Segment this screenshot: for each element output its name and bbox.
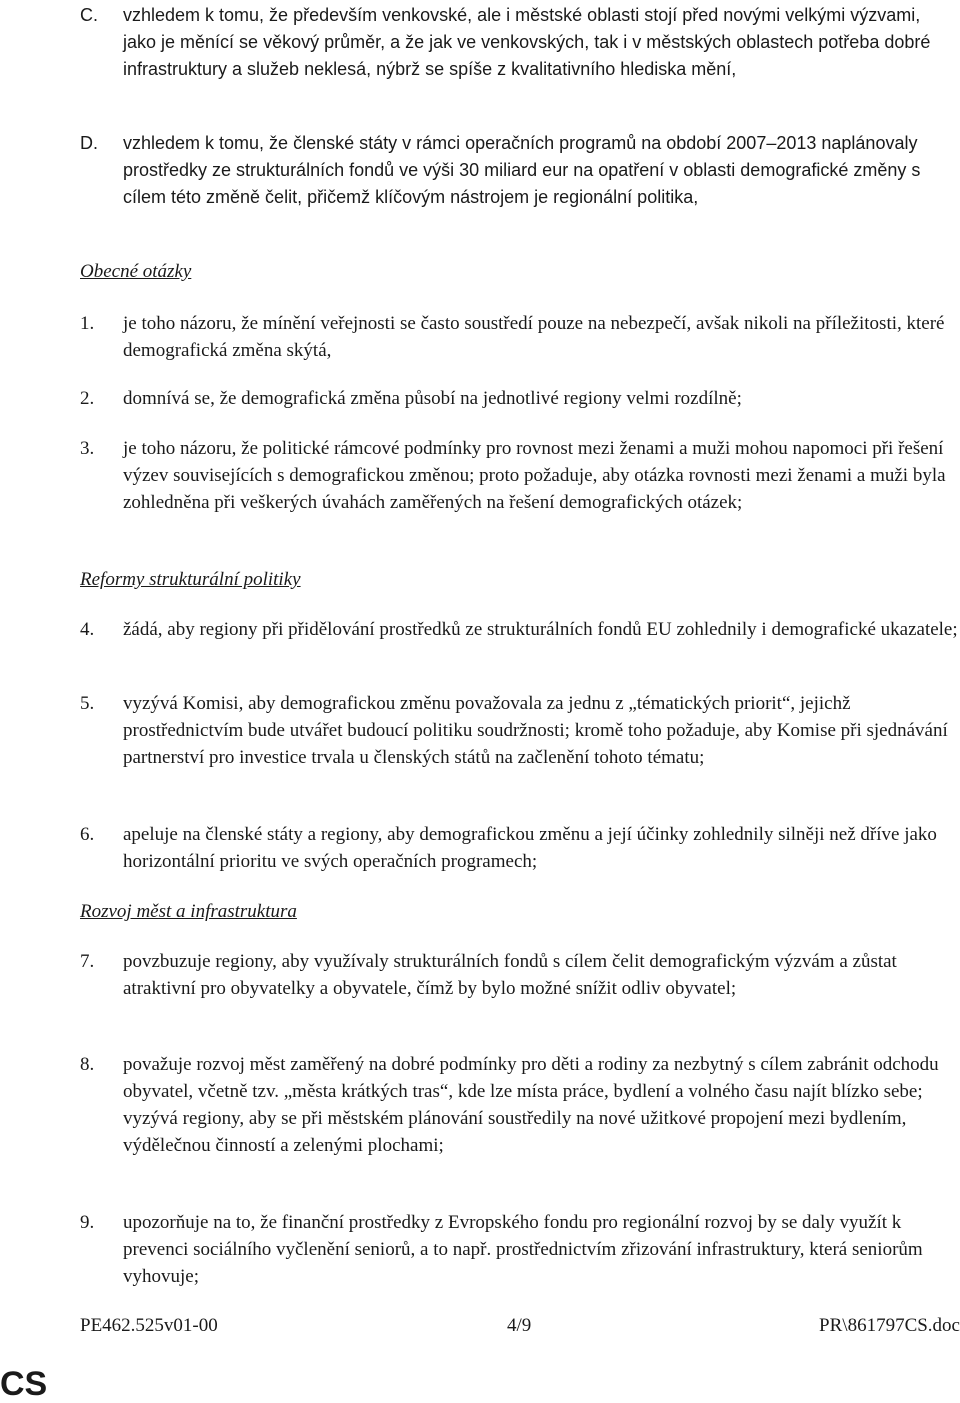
recital-c (80, 2, 958, 83)
list-item (80, 821, 958, 875)
list-item (80, 948, 958, 1002)
item-text: upozorňuje na to, že finanční prostředky z Evropského fondu pro regionální rozvoj by se daly využít k prevenci sociálního vyčlenění seniorů, a to např. prostřednictvím zřizování infrastruktury, která seniorům vyhovuje; (123, 1212, 923, 1287)
file-reference: PR\861797CS.doc (819, 1315, 960, 1336)
item-text: vyzývá Komisi, aby demografickou změnu považovala za jednu z „tématických priorit“, jejichž prostřednictvím bude utvářet budoucí politiku soudržnosti; kromě toho požaduje, aby Komise při sjednávání partnerství pro investice trvala u členských států na začlenění tohoto tématu; (123, 693, 948, 768)
item-text: domnívá se, že demografická změna působí na jednotlivé regiony velmi rozdílně; (123, 388, 742, 409)
list-item (80, 385, 958, 412)
item-text: považuje rozvoj měst zaměřený na dobré podmínky pro děti a rodiny za nezbytný s cílem zabránit odchodu obyvatel, včetně tzv. „města krátkých tras“, kde lze místa práce, bydlení a volného času najít blízko sebe; vyzývá regiony, aby se při městském plánování soustředily na nové užitkové propojení mezi bydlením, výdělečnou činností a zelenými plochami; (123, 1054, 939, 1156)
item-number: 1. (80, 313, 95, 334)
document-reference: PE462.525v01-00 (80, 1315, 218, 1336)
item-number: 5. (80, 693, 95, 714)
item-number: 7. (80, 951, 95, 972)
item-text: žádá, aby regiony při přidělování prostředků ze strukturálních fondů EU zohlednily i demografické ukazatele; (123, 619, 958, 640)
item-text: je toho názoru, že politické rámcové podmínky pro rovnost mezi ženami a muži mohou napomoci při řešení výzev souvisejících s demografickou změnou; proto požaduje, aby otázka rovnosti mezi ženami a muži byla zohledněna při veškerých úvahách zaměřených na řešení demografických otázek; (123, 438, 946, 513)
list-item (80, 616, 958, 643)
language-code: CS (0, 1365, 48, 1403)
recital-label: C. (80, 5, 98, 25)
list-item (80, 690, 958, 771)
item-number: 2. (80, 388, 95, 409)
item-number: 9. (80, 1212, 95, 1233)
page-number: 4/9 (507, 1315, 532, 1336)
item-number: 4. (80, 619, 95, 640)
item-text: je toho názoru, že mínění veřejnosti se často soustředí pouze na nebezpečí, avšak nikoli na příležitosti, které demografická změna skýtá, (123, 313, 945, 361)
section-heading-structural-reform: Reformy strukturální politiky (80, 569, 301, 590)
recital-label: D. (80, 133, 98, 153)
recital-text: vzhledem k tomu, že především venkovské, ale i městské oblasti stojí před novými velkými výzvami, jako je měnící se věkový průměr, a že jak ve venkovských, tak i v městských oblastech potřeba dobré infrastruktury a služeb neklesá, nýbrž se spíše z kvalitativního hlediska mění, (123, 5, 931, 79)
item-text: povzbuzuje regiony, aby využívaly strukturálních fondů s cílem čelit demografickým výzvám a zůstat atraktivní pro obyvatelky a obyvatele, čímž by bylo možné snížit odliv obyvatel; (123, 951, 897, 999)
list-item (80, 1051, 958, 1159)
recital-d (80, 130, 958, 211)
item-number: 6. (80, 824, 95, 845)
list-item (80, 310, 958, 364)
list-item (80, 1209, 958, 1290)
page-footer (80, 1312, 960, 1339)
section-heading-general: Obecné otázky (80, 261, 192, 282)
item-number: 3. (80, 438, 95, 459)
recital-text: vzhledem k tomu, že členské státy v rámci operačních programů na období 2007–2013 naplánovaly prostředky ze strukturálních fondů ve výši 30 miliard eur na opatření v oblasti demografické změny s cílem této změně čelit, přičemž klíčovým nástrojem je regionální politika, (123, 133, 921, 207)
section-heading-urban-development: Rozvoj měst a infrastruktura (80, 901, 297, 922)
item-number: 8. (80, 1054, 95, 1075)
item-text: apeluje na členské státy a regiony, aby demografickou změnu a její účinky zohlednily silněji než dříve jako horizontální prioritu ve svých operačních programech; (123, 824, 937, 872)
list-item (80, 435, 958, 516)
